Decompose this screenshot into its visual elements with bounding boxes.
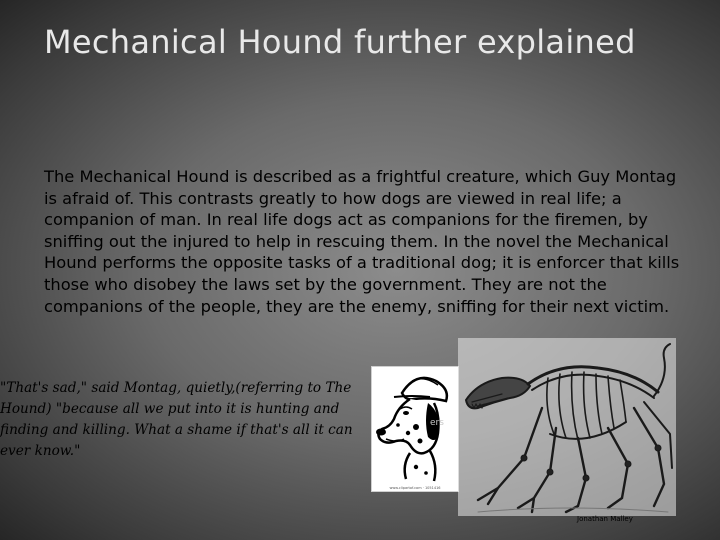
firefighter-dalmatian-cartoon: [371, 366, 459, 492]
cartoon-watermark: ers: [430, 418, 444, 428]
slide-title: Mechanical Hound further explained: [44, 23, 636, 61]
montag-quote: "That's sad," said Montag, quietly,(referring to The Hound) "because all we put into it is hunting and finding and killing. What a shame if that's all it can ever know.": [0, 380, 353, 459]
body-paragraph: The Mechanical Hound is described as a frightful creature, which Guy Montag is afraid of. This contrasts greatly to how dogs are viewed in real life; a companion of man. In real life dogs act as companions for the firemen, by sniffing out the injured to help in rescuing them. In the novel the Mechanical Hound performs the opposite tasks of a traditional dog; it is enforcer that kills those who disobey the laws set by the government. They are not the companions of the people, they are the enemy, sniffing for their next victim.: [44, 167, 680, 316]
dalmatian-drawing: [372, 367, 458, 485]
author-credit: Jonathan Malley: [577, 515, 633, 523]
mechanical-hound-sketch: [458, 338, 676, 516]
cartoon-caption: www.clipartof.com · 1051416: [389, 486, 441, 490]
